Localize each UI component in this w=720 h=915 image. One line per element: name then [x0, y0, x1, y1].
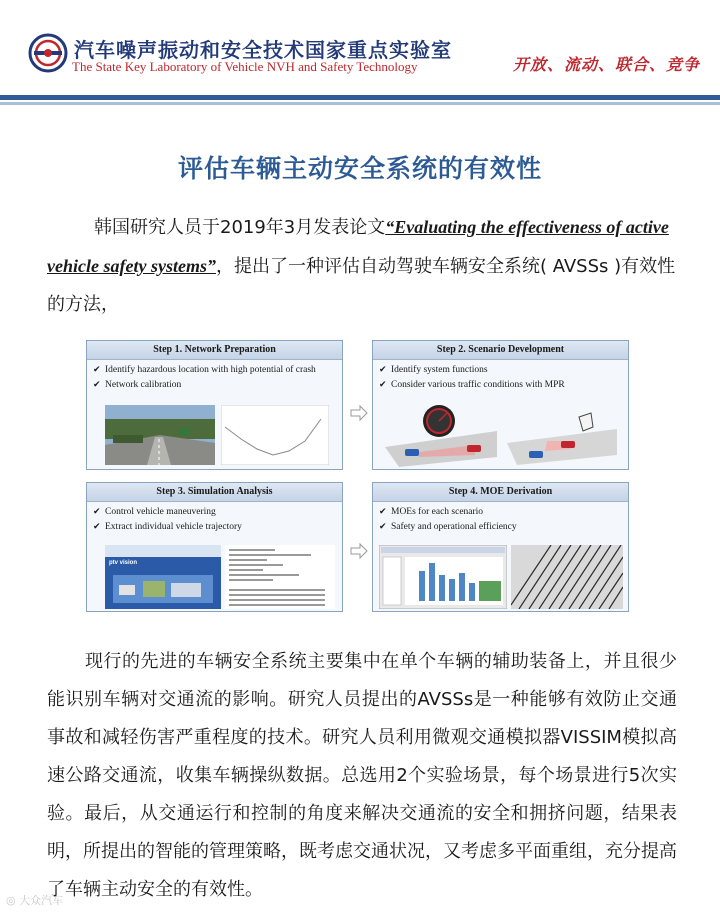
paper-title: “Evaluating the effectiveness of active vehicle safety systems”: [47, 217, 669, 276]
step3-item: ✔ Control vehicle maneuvering: [93, 505, 342, 520]
watermark: ◎ 大众汽车: [6, 894, 64, 907]
intro-after: ，提出了一种评估自动驾驶车辆安全系统( AVSSs )有效性的方法，: [47, 256, 676, 315]
check-icon: ✔: [379, 522, 387, 532]
step2-panel: [372, 340, 629, 470]
check-icon: ✔: [93, 522, 101, 532]
check-icon: ✔: [379, 380, 387, 390]
method-figure: [86, 340, 632, 614]
step1-item: ✔ Network calibration: [93, 378, 342, 393]
lab-logo-icon: [28, 33, 68, 73]
highway-photo: [105, 405, 215, 465]
arrow-right-icon: [350, 542, 368, 560]
step1-item: ✔ Identify hazardous location with high potential of crash: [93, 363, 342, 378]
step1-panel: [86, 340, 343, 470]
check-icon: ✔: [93, 507, 101, 517]
step4-title: Step 4. MOE Derivation: [373, 483, 628, 502]
lab-name-en: The State Key Laboratory of Vehicle NVH and Safety Technology: [72, 59, 418, 74]
slogan: 开放、流动、联合、竞争: [512, 55, 700, 74]
trajectory-data-listing: [225, 545, 335, 609]
lab-name-cn: 汽车噪声振动和安全技术国家重点实验室: [74, 38, 452, 62]
check-icon: ✔: [379, 365, 387, 375]
arrow-right-icon: [350, 404, 368, 422]
page-title: 评估车辆主动安全系统的有效性: [177, 154, 542, 183]
check-icon: ✔: [93, 365, 101, 375]
header-divider-light: [0, 102, 720, 105]
calibration-plot: [221, 405, 329, 465]
step4-item: ✔ Safety and operational efficiency: [379, 520, 628, 535]
step2-title: Step 2. Scenario Development: [373, 341, 628, 360]
intro-paragraph: [47, 208, 677, 324]
header-divider: [0, 95, 720, 100]
page-header: [0, 0, 720, 96]
trajectory-plot: [511, 545, 623, 609]
scenario-illustration: [379, 403, 623, 467]
watermark-icon: ◎: [6, 894, 20, 907]
step3-panel: [86, 482, 343, 612]
intro-before: 韩国研究人员于2019年3月发表论文: [94, 217, 386, 238]
ptv-logo-text: ptv vision: [109, 560, 138, 566]
step2-item: ✔ Identify system functions: [379, 363, 628, 378]
vissim-screenshot: [105, 545, 221, 609]
step3-title: Step 3. Simulation Analysis: [87, 483, 342, 502]
moe-chart-screenshot: [379, 545, 507, 609]
step4-panel: [372, 482, 629, 612]
step2-item: ✔ Consider various traffic conditions with MPR: [379, 378, 628, 393]
check-icon: ✔: [379, 507, 387, 517]
body-paragraph: 现行的先进的车辆安全系统主要集中在单个车辆的辅助装备上，并且很少能识别车辆对交通流的影响。研究人员提出的AVSSs是一种能够有效防止交通事故和减轻伤害严重程度的技术。研究人员利用微观交通模拟器VISSIM模拟高速公路交通流，收集车辆操纵数据。总选用2个实验场景，每个场景进行5次实验。最后，从交通运行和控制的角度来解决交通流的安全和拥挤问题，结果表明，所提出的智能的管理策略，既考虑交通状况，又考虑多平面重组，充分提高了车辆主动安全的有效性。: [47, 651, 677, 900]
step4-item: ✔ MOEs for each scenario: [379, 505, 628, 520]
step1-title: Step 1. Network Preparation: [87, 341, 342, 360]
step3-item: ✔ Extract individual vehicle trajectory: [93, 520, 342, 535]
check-icon: ✔: [93, 380, 101, 390]
